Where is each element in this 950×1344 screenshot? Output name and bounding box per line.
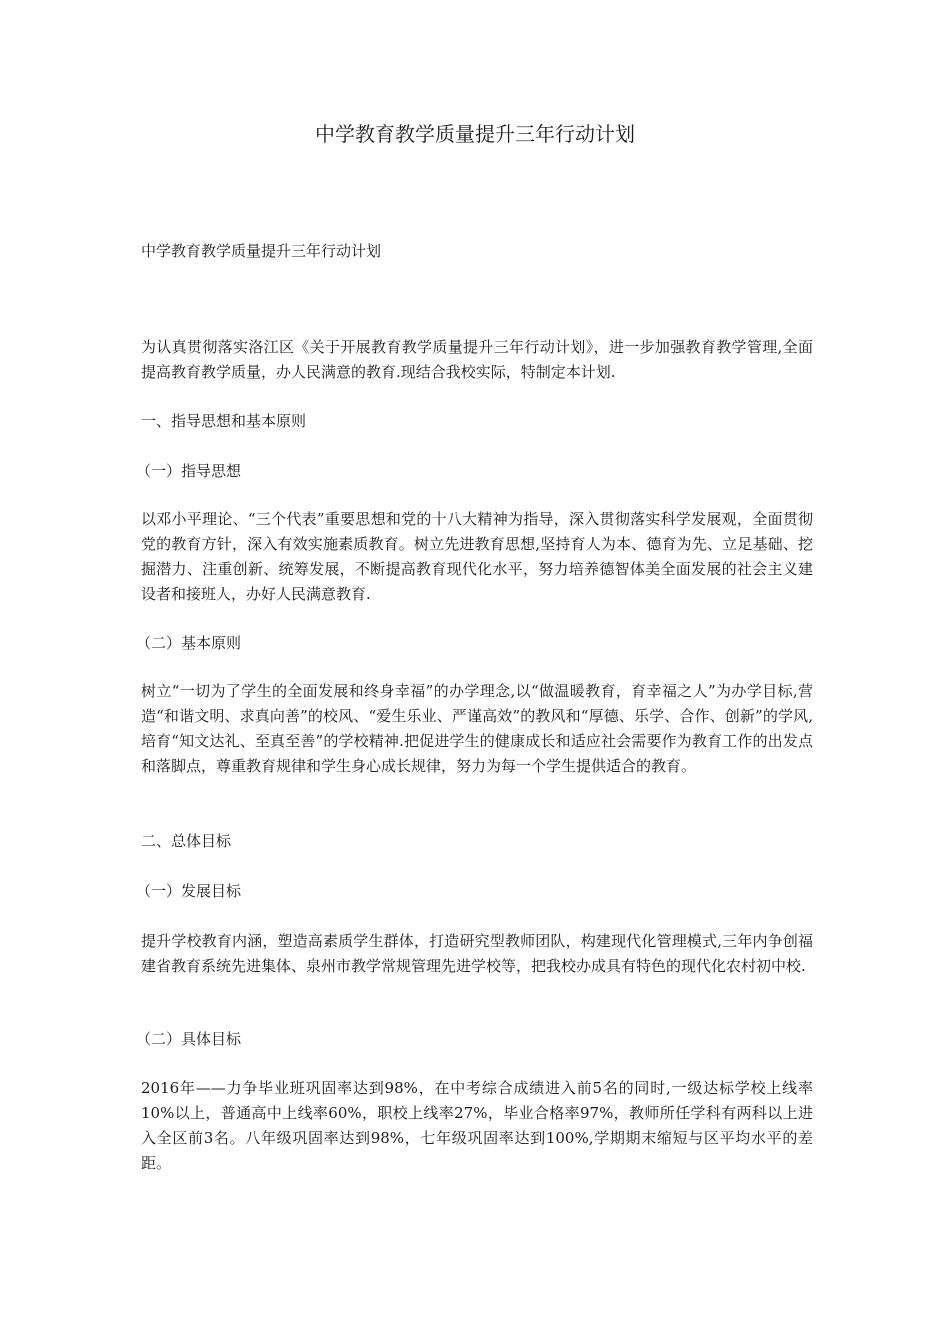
document-subtitle: 中学教育教学质量提升三年行动计划 — [141, 242, 382, 260]
page-title: 中学教育教学质量提升三年行动计划 — [315, 122, 635, 146]
paragraph-guiding-ideology: 以邓小平理论、“三个代表”重要思想和党的十八大精神为指导，深入贯彻落实科学发展观，全面贯彻党的教育方针，深入有效实施素质教育。树立先进教育思想,坚持育人为本、德育为先、立足基础、挖掘潜力、注重创新、统筹发展，不断提高教育现代化水平，努力培养德智体美全面发展的社会主义建设者和接班人，办好人民满意教育. — [141, 510, 813, 603]
paragraph-specific-goals: 2016年——力争毕业班巩固率达到98%，在中考综合成绩进入前5名的同时,一级达标学校上线率10%以上，普通高中上线率60%，职校上线率27%，毕业合格率97%，教师所任学科有两科以上进入全区前3名。八年级巩固率达到98%，七年级巩固率达到100%,学期期末缩短与区平均水平的差距。 — [141, 1079, 813, 1172]
subsection-heading-1-1: （一）指导思想 — [136, 462, 242, 480]
subsection-heading-2-2: （二）具体目标 — [136, 1030, 242, 1048]
subsection-heading-1-2: （二）基本原则 — [136, 634, 242, 652]
intro-paragraph: 为认真贯彻落实洛江区《关于开展教育教学质量提升三年行动计划》，进一步加强教育教学管理,全面提高教育教学质量，办人民满意的教育.现结合我校实际，特制定本计划. — [141, 338, 813, 381]
paragraph-development-goals: 提升学校教育内涵，塑造高素质学生群体，打造研究型教师团队，构建现代化管理模式,三年内争创福建省教育系统先进集体、泉州市教学常规管理先进学校等，把我校办成具有特色的现代化农村初中校. — [141, 932, 813, 975]
section-heading-2: 二、总体目标 — [141, 832, 232, 850]
subsection-heading-2-1: （一）发展目标 — [136, 882, 242, 900]
paragraph-basic-principles: 树立“一切为了学生的全面发展和终身幸福”的办学理念,以“做温暖教育，育幸福之人”为办学目标,营造“和谐文明、求真向善”的校风、“爱生乐业、严谨高效”的教风和“厚德、乐学、合作、创新”的学风,培育“知文达礼、至真至善”的学校精神.把促进学生的健康成长和适应社会需要作为教育工作的出发点和落脚点，尊重教育规律和学生身心成长规律，努力为每一个学生提供适合的教育。 — [141, 682, 813, 775]
section-heading-1: 一、指导思想和基本原则 — [141, 412, 307, 430]
